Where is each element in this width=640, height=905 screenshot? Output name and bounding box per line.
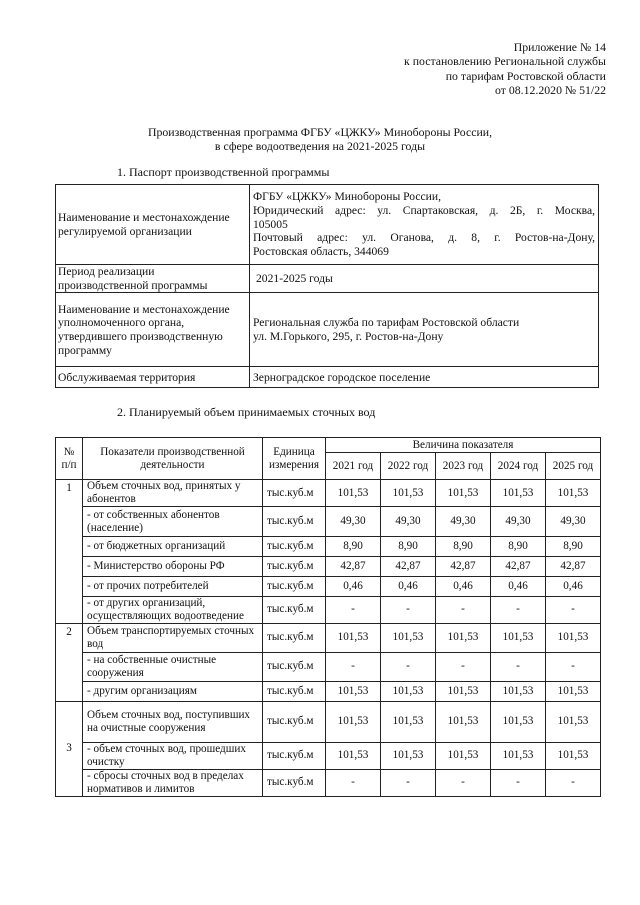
value-line: ФГБУ «ЦЖКУ» Минобороны России, bbox=[253, 190, 441, 204]
col-header-num: № п/п bbox=[56, 438, 83, 480]
value-line: Зерноградское городское поселение bbox=[253, 370, 431, 384]
passport-label: Наименование и местонахождение уполномоченного органа, утвердившего производственную программу bbox=[56, 293, 250, 367]
passport-label: Период реализации производственной программы bbox=[56, 265, 250, 293]
col-header-value-group: Величина показателя bbox=[326, 438, 601, 453]
row-number: 1 bbox=[56, 480, 83, 624]
indicator-name: Объем сточных вод, поступивших на очистные сооружения bbox=[83, 701, 263, 742]
value-cell: 49,30 bbox=[436, 507, 491, 537]
value-line: Почтовый адрес: ул. Оганова, д. 8, г. Ростов-на-Дону, bbox=[253, 231, 595, 245]
value-line: 105005 bbox=[253, 217, 288, 231]
table-row bbox=[56, 480, 601, 507]
value-cell: - bbox=[436, 769, 491, 796]
value-cell: 101,53 bbox=[546, 681, 601, 701]
unit-cell: тыс.куб.м bbox=[263, 537, 326, 557]
value-cell: 101,53 bbox=[546, 742, 601, 769]
indicator-name: - от собственных абонентов (население) bbox=[83, 507, 263, 537]
table-row bbox=[56, 577, 601, 597]
indicator-name: - от бюджетных организаций bbox=[83, 537, 263, 557]
value-cell: - bbox=[491, 597, 546, 624]
value-cell: 8,90 bbox=[546, 537, 601, 557]
value-cell: - bbox=[381, 652, 436, 681]
unit-cell: тыс.куб.м bbox=[263, 652, 326, 681]
unit-cell: тыс.куб.м bbox=[263, 769, 326, 796]
unit-cell: тыс.куб.м bbox=[263, 577, 326, 597]
passport-table bbox=[55, 184, 599, 388]
header-line: к постановлению Региональной службы bbox=[404, 54, 606, 69]
value-cell: 101,53 bbox=[381, 742, 436, 769]
table-row bbox=[56, 507, 601, 537]
value-cell: - bbox=[546, 652, 601, 681]
unit-cell: тыс.куб.м bbox=[263, 507, 326, 537]
table-row bbox=[56, 742, 601, 769]
value-cell: 42,87 bbox=[436, 557, 491, 577]
col-header-unit: Единица измерения bbox=[263, 438, 326, 480]
value-cell: 101,53 bbox=[436, 623, 491, 652]
indicator-name: - на собственные очистные сооружения bbox=[83, 652, 263, 681]
document-title bbox=[0, 125, 640, 154]
passport-label: Обслуживаемая территория bbox=[56, 367, 250, 388]
passport-row bbox=[56, 185, 599, 265]
value-cell: 8,90 bbox=[381, 537, 436, 557]
indicator-name: - от прочих потребителей bbox=[83, 577, 263, 597]
table-row bbox=[56, 557, 601, 577]
value-cell: 8,90 bbox=[326, 537, 381, 557]
unit-cell: тыс.куб.м bbox=[263, 597, 326, 624]
value-cell: 49,30 bbox=[381, 507, 436, 537]
value-cell: - bbox=[381, 769, 436, 796]
value-cell: 49,30 bbox=[546, 507, 601, 537]
value-cell: 101,53 bbox=[326, 480, 381, 507]
value-cell: 101,53 bbox=[326, 623, 381, 652]
indicator-name: Объем сточных вод, принятых у абонентов bbox=[83, 480, 263, 507]
indicator-name: - Министерство обороны РФ bbox=[83, 557, 263, 577]
value-cell: 101,53 bbox=[326, 701, 381, 742]
title-line: Производственная программа ФГБУ «ЦЖКУ» Минобороны России, bbox=[147, 125, 493, 139]
value-cell: 0,46 bbox=[491, 577, 546, 597]
value-cell: 49,30 bbox=[491, 507, 546, 537]
value-cell: 0,46 bbox=[326, 577, 381, 597]
indicator-name: - другим организациям bbox=[83, 681, 263, 701]
row-number: 3 bbox=[56, 701, 83, 796]
value-line: Юридический адрес: ул. Спартаковская, д. 2Б, г. Москва, bbox=[253, 203, 595, 217]
table-row bbox=[56, 537, 601, 557]
unit-cell: тыс.куб.м bbox=[263, 742, 326, 769]
indicator-name: - от других организаций, осуществляющих водоотведение bbox=[83, 597, 263, 624]
document-header bbox=[404, 40, 606, 98]
value-line: Региональная служба по тарифам Ростовской области bbox=[253, 316, 520, 330]
value-cell: - bbox=[546, 597, 601, 624]
passport-value bbox=[250, 185, 599, 265]
table-row bbox=[56, 652, 601, 681]
value-cell: 0,46 bbox=[546, 577, 601, 597]
value-cell: 101,53 bbox=[491, 701, 546, 742]
value-line: Ростовская область, 344069 bbox=[253, 245, 389, 258]
indicator-name: - объем сточных вод, прошедших очистку bbox=[83, 742, 263, 769]
value-cell: - bbox=[381, 597, 436, 624]
volume-table bbox=[55, 437, 601, 797]
value-cell: 101,53 bbox=[491, 742, 546, 769]
passport-value bbox=[250, 367, 599, 388]
value-cell: - bbox=[546, 769, 601, 796]
value-cell: 101,53 bbox=[491, 623, 546, 652]
row-number: 2 bbox=[56, 623, 83, 701]
value-cell: 101,53 bbox=[381, 681, 436, 701]
header-line: Приложение № 14 bbox=[513, 40, 606, 54]
value-cell: 101,53 bbox=[381, 701, 436, 742]
table-row bbox=[56, 623, 601, 652]
header-line: от 08.12.2020 № 51/22 bbox=[495, 83, 606, 98]
header-line: по тарифам Ростовской области bbox=[445, 68, 606, 83]
unit-cell: тыс.куб.м bbox=[263, 681, 326, 701]
value-cell: 101,53 bbox=[546, 701, 601, 742]
value-line: 2021-2025 годы bbox=[256, 271, 333, 285]
unit-cell: тыс.куб.м bbox=[263, 623, 326, 652]
value-cell: - bbox=[326, 652, 381, 681]
passport-row bbox=[56, 367, 599, 388]
col-header-year: 2023 год bbox=[436, 453, 491, 480]
unit-cell: тыс.куб.м bbox=[263, 557, 326, 577]
unit-cell: тыс.куб.м bbox=[263, 480, 326, 507]
value-cell: - bbox=[326, 769, 381, 796]
col-header-indicator: Показатели производственной деятельности bbox=[83, 438, 263, 480]
passport-label: Наименование и местонахождение регулируемой организации bbox=[56, 185, 250, 265]
value-cell: - bbox=[436, 597, 491, 624]
passport-value bbox=[250, 265, 599, 293]
value-cell: 8,90 bbox=[436, 537, 491, 557]
col-header-year: 2025 год bbox=[546, 453, 601, 480]
value-cell: 101,53 bbox=[326, 681, 381, 701]
value-cell: - bbox=[491, 652, 546, 681]
value-cell: 42,87 bbox=[326, 557, 381, 577]
value-cell: 49,30 bbox=[326, 507, 381, 537]
value-cell: - bbox=[326, 597, 381, 624]
indicator-name: Объем транспортируемых сточных вод bbox=[83, 623, 263, 652]
value-cell: 101,53 bbox=[381, 480, 436, 507]
value-cell: 101,53 bbox=[491, 480, 546, 507]
value-cell: 101,53 bbox=[436, 742, 491, 769]
value-cell: 42,87 bbox=[491, 557, 546, 577]
value-cell: 101,53 bbox=[546, 480, 601, 507]
passport-row bbox=[56, 293, 599, 367]
title-line: в сфере водоотведения на 2021-2025 годы bbox=[214, 139, 426, 154]
value-line: ул. М.Горького, 295, г. Ростов-на-Дону bbox=[253, 329, 444, 343]
table-row bbox=[56, 597, 601, 624]
unit-cell: тыс.куб.м bbox=[263, 701, 326, 742]
table-row bbox=[56, 701, 601, 742]
value-cell: 42,87 bbox=[546, 557, 601, 577]
value-cell: 42,87 bbox=[381, 557, 436, 577]
table-row bbox=[56, 681, 601, 701]
value-cell: 101,53 bbox=[436, 701, 491, 742]
value-cell: 101,53 bbox=[436, 681, 491, 701]
value-cell: - bbox=[491, 769, 546, 796]
value-cell: 8,90 bbox=[491, 537, 546, 557]
col-header-year: 2024 год bbox=[491, 453, 546, 480]
value-cell: 101,53 bbox=[436, 480, 491, 507]
value-cell: 101,53 bbox=[546, 623, 601, 652]
section-1-heading: 1. Паспорт производственной программы bbox=[117, 165, 330, 179]
value-cell: 101,53 bbox=[491, 681, 546, 701]
value-cell: 0,46 bbox=[381, 577, 436, 597]
col-header-year: 2021 год bbox=[326, 453, 381, 480]
value-cell: 0,46 bbox=[436, 577, 491, 597]
value-cell: - bbox=[436, 652, 491, 681]
indicator-name: - сбросы сточных вод в пределах нормативов и лимитов bbox=[83, 769, 263, 796]
passport-value bbox=[250, 293, 599, 367]
table-row bbox=[56, 769, 601, 796]
col-header-year: 2022 год bbox=[381, 453, 436, 480]
section-2-heading: 2. Планируемый объем принимаемых сточных вод bbox=[117, 405, 376, 419]
value-cell: 101,53 bbox=[381, 623, 436, 652]
passport-row bbox=[56, 265, 599, 293]
value-cell: 101,53 bbox=[326, 742, 381, 769]
